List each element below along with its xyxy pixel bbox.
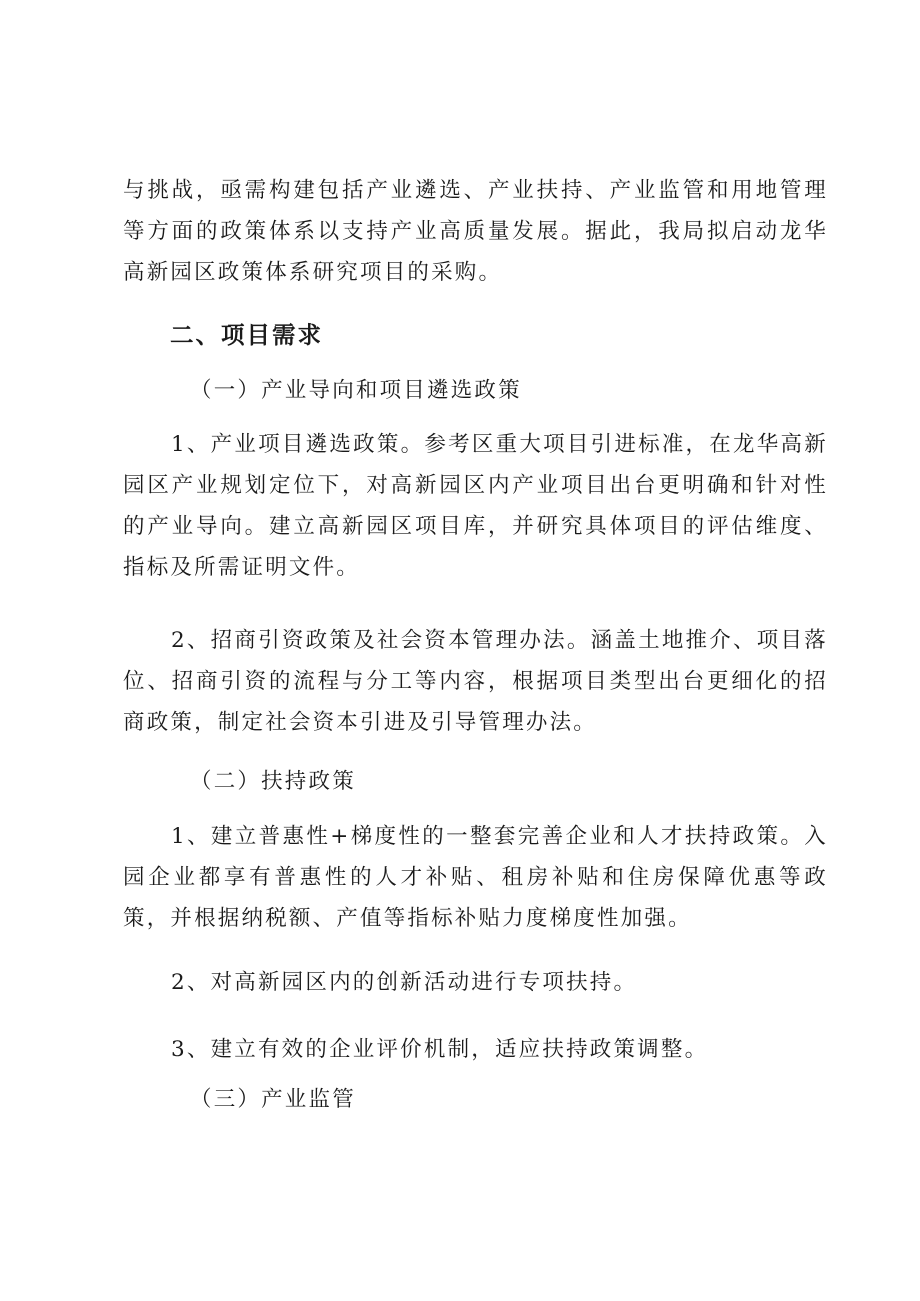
subsection-heading-industry-guidance: （一）产业导向和项目遴选政策 xyxy=(190,378,522,403)
item-innovation-support: 2、对高新园区内的创新活动进行专项扶持。 xyxy=(171,970,638,995)
item-enterprise-evaluation: 3、建立有效的企业评价机制，适应扶持政策调整。 xyxy=(171,1037,709,1062)
intro-paragraph: 与挑战，亟需构建包括产业遴选、产业扶持、产业监管和用地管理等方面的政策体系以支持产业高质量发展。据此，我局拟启动龙华高新园区政策体系研究项目的采购。 xyxy=(123,178,828,285)
item-project-selection-policy: 1、产业项目遴选政策。参考区重大项目引进标准，在龙华高新园区产业规划定位下，对高新园区内产业项目出台更明确和针对性的产业导向。建立高新园区项目库，并研究具体项目的评估维度、指标及所需证明文件。 xyxy=(123,432,828,580)
item-investment-policy: 2、招商引资政策及社会资本管理办法。涵盖土地推介、项目落位、招商引资的流程与分工等内容，根据项目类型出台更细化的招商政策，制定社会资本引进及引导管理办法。 xyxy=(123,628,828,735)
subsection-heading-support-policy: （二）扶持政策 xyxy=(190,769,356,794)
item-inclusive-support-policy: 1、建立普惠性+梯度性的一整套完善企业和人才扶持政策。入园企业都享有普惠性的人才补贴、租房补贴和住房保障优惠等政策，并根据纳税额、产值等指标补贴力度梯度性加强。 xyxy=(123,824,828,931)
subsection-heading-industry-supervision: （三）产业监管 xyxy=(190,1087,356,1112)
section-heading-project-requirements: 二、项目需求 xyxy=(170,321,323,349)
